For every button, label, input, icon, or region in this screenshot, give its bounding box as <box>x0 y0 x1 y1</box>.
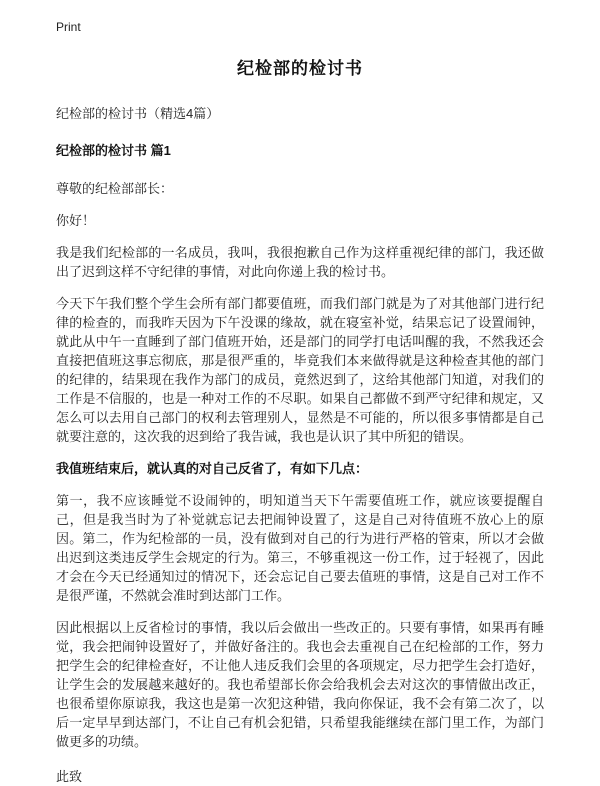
paragraph-reflection: 第一，我不应该睡觉不设闹钟的，明知道当天下午需要值班工作，就应该要提醒自己，但是我当时为了补觉就忘记去把闹钟设置了，这是自己对待值班不放心上的原因。第二，作为纪检部的一员，没有做到对自己的行为进行严格的管束，所以才会做出迟到这类违反学生会规定的行为。第三，不够重视这一份工作，过于轻视了，因此才会在今天已经通知过的情况下，还会忘记自己要去值班的事情，这是自己对工作不是很严谨，不然就会准时到达部门工作。 <box>56 493 544 603</box>
salutation: 尊敬的纪检部部长： <box>56 181 174 196</box>
section-heading: 纪检部的检讨书 篇1 <box>56 143 171 158</box>
paragraph-intro: 我是我们纪检部的一名成员，我叫，我很抱歉自己作为这样重视纪律的部门，我还做出了迟到这样不守纪律的事情，对此向你递上我的检讨书。 <box>56 245 544 279</box>
document-subtitle: 纪检部的检讨书（精选4篇） <box>56 106 220 121</box>
print-link[interactable]: Print <box>56 20 81 34</box>
greeting: 你好！ <box>56 213 96 228</box>
paragraph-incident: 今天下午我们整个学生会所有部门都要值班，而我们部门就是为了对其他部门进行纪律的检查的，而我昨天因为下午没课的缘故，就在寝室补觉，结果忘记了设置闹钟，就此从中午一直睡到了部门值班开始，还是部门的同学打电话叫醒的我，不然我还会直接把值班这事忘彻底，那是很严重的，毕竟我们本来做得就是这种检查其他的部门的纪律的，结果现在我作为部门的成员，竟然迟到了，这给其他部门知道，对我们的工作是不信服的，也是一种对工作的不尽职。如果自己都做不到严守纪律和规定，又怎么可以去用自己部门的权利去管理别人，显然是不可能的，所以很多事情都是自己就要注意的，这次我的迟到给了我告诫，我也是认识了其中所犯的错误。 <box>56 296 544 444</box>
page-title: 纪检部的检讨书 <box>237 59 363 78</box>
closing: 此致 <box>56 769 83 784</box>
reflection-heading: 我值班结束后，就认真的对自己反省了，有如下几点： <box>56 461 369 476</box>
paragraph-correction: 因此根据以上反省检讨的事情，我以后会做出一些改正的。只要有事情，如果再有睡觉，我会把闹钟设置好了，并做好备注的。我也会去重视自己在纪检部的工作，努力把学生会的纪律检查好，不让他人违反我们会里的各项规定，尽力把学生会打造好，让学生会的发展越来越好的。我也希望部长你会给我机会去对这次的事情做出改正，也很希望你原谅我，我这也是第一次犯这种错，我向你保证，我不会有第二次了，以后一定早早到达部门，不让自己有机会犯错，只希望我能继续在部门里工作，为部门做更多的功绩。 <box>56 620 544 749</box>
